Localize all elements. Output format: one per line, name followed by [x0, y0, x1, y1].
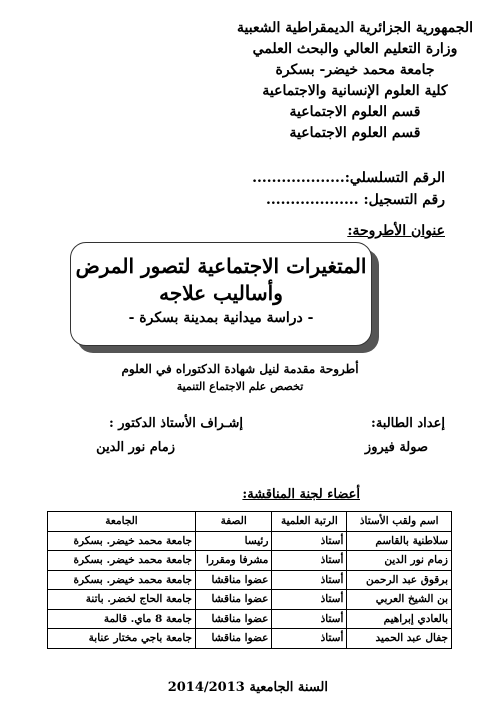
member-role: مشرفا ومقررا [196, 551, 272, 571]
title-line-1: المتغيرات الاجتماعية لتصور المرض [75, 254, 367, 278]
member-role: عضوا مناقشا [196, 609, 272, 629]
header-line-department: قسم العلوم الاجتماعية [289, 104, 421, 120]
member-name: برقوق عبد الرحمن [347, 570, 452, 590]
header-name: اسم ولقب الأستاذ [347, 512, 452, 532]
member-role: عضوا مناقشا [196, 570, 272, 590]
student-label: إعداد الطالبة: [371, 416, 445, 431]
thesis-title-label: عنوان الأطروحة: [347, 223, 445, 239]
title-line-3: - دراسة ميدانية بمدينة بسكرة - [128, 310, 314, 326]
table-row [48, 531, 452, 551]
header-line-department-repeat: قسم العلوم الاجتماعية [289, 125, 421, 141]
supervisor-label: إشـراف الأستاذ الدكتور : [108, 416, 243, 431]
header-line-republic: الجمهورية الجزائرية الديمقراطية الشعبية [236, 20, 473, 36]
member-role: رئيسا [196, 531, 272, 551]
committee-table [47, 511, 452, 649]
registration-number: رقم التسجيل: ................... [265, 192, 445, 208]
member-name: جفال عبد الحميد [347, 629, 452, 649]
header-line-university: جامعة محمد خيضر- بسكرة [275, 62, 435, 78]
member-university: جامعة محمد خيضر. بسكرة [48, 531, 196, 551]
member-university: جامعة محمد خيضر. بسكرة [48, 551, 196, 571]
header-role: الصفة [196, 512, 272, 532]
thesis-title-box [70, 242, 372, 346]
committee-label: أعضاء لجنة المناقشة: [242, 487, 360, 502]
member-role: عضوا مناقشا [196, 590, 272, 610]
member-name: زمام نور الدين [347, 551, 452, 571]
member-university: جامعة محمد خيضر. بسكرة [48, 570, 196, 590]
header-university: الجامعة [48, 512, 196, 532]
member-rank: أستاذ [272, 531, 347, 551]
header-line-ministry: وزارة التعليم العالي والبحث العلمي [252, 41, 458, 57]
member-rank: أستاذ [272, 629, 347, 649]
specialization: تخصص علم الاجتماع التنمية [176, 380, 304, 393]
table-row [48, 551, 452, 571]
member-rank: أستاذ [272, 551, 347, 571]
member-university: جامعة 8 ماي. قالمة [48, 609, 196, 629]
member-rank: أستاذ [272, 570, 347, 590]
member-name: بالعادي إبراهيم [347, 609, 452, 629]
serial-number: الرقم التسلسلي:................... [252, 170, 445, 186]
table-row [48, 609, 452, 629]
degree-statement: أطروحة مقدمة لنيل شهادة الدكتوراه في العلوم [121, 362, 359, 376]
header-rank: الرتبة العلمية [272, 512, 347, 532]
institution-header [210, 18, 500, 144]
member-name: سلاطنية بالقاسم [347, 531, 452, 551]
academic-year: السنة الجامعية 2014/2013 [167, 680, 328, 695]
student-name: صولة فيروز [364, 440, 428, 455]
committee-table-header-row [48, 512, 452, 532]
member-name: بن الشيخ العربي [347, 590, 452, 610]
header-line-faculty: كلية العلوم الإنسانية والاجتماعية [262, 83, 448, 99]
table-row [48, 590, 452, 610]
member-rank: أستاذ [272, 590, 347, 610]
member-rank: أستاذ [272, 609, 347, 629]
table-row [48, 629, 452, 649]
member-role: عضوا مناقشا [196, 629, 272, 649]
member-university: جامعة باجي مختار عنابة [48, 629, 196, 649]
member-university: جامعة الحاج لخضر. باتنة [48, 590, 196, 610]
table-row [48, 570, 452, 590]
title-line-2: وأساليب علاجه [159, 281, 283, 305]
supervisor-name: زمام نور الدين [96, 440, 175, 455]
